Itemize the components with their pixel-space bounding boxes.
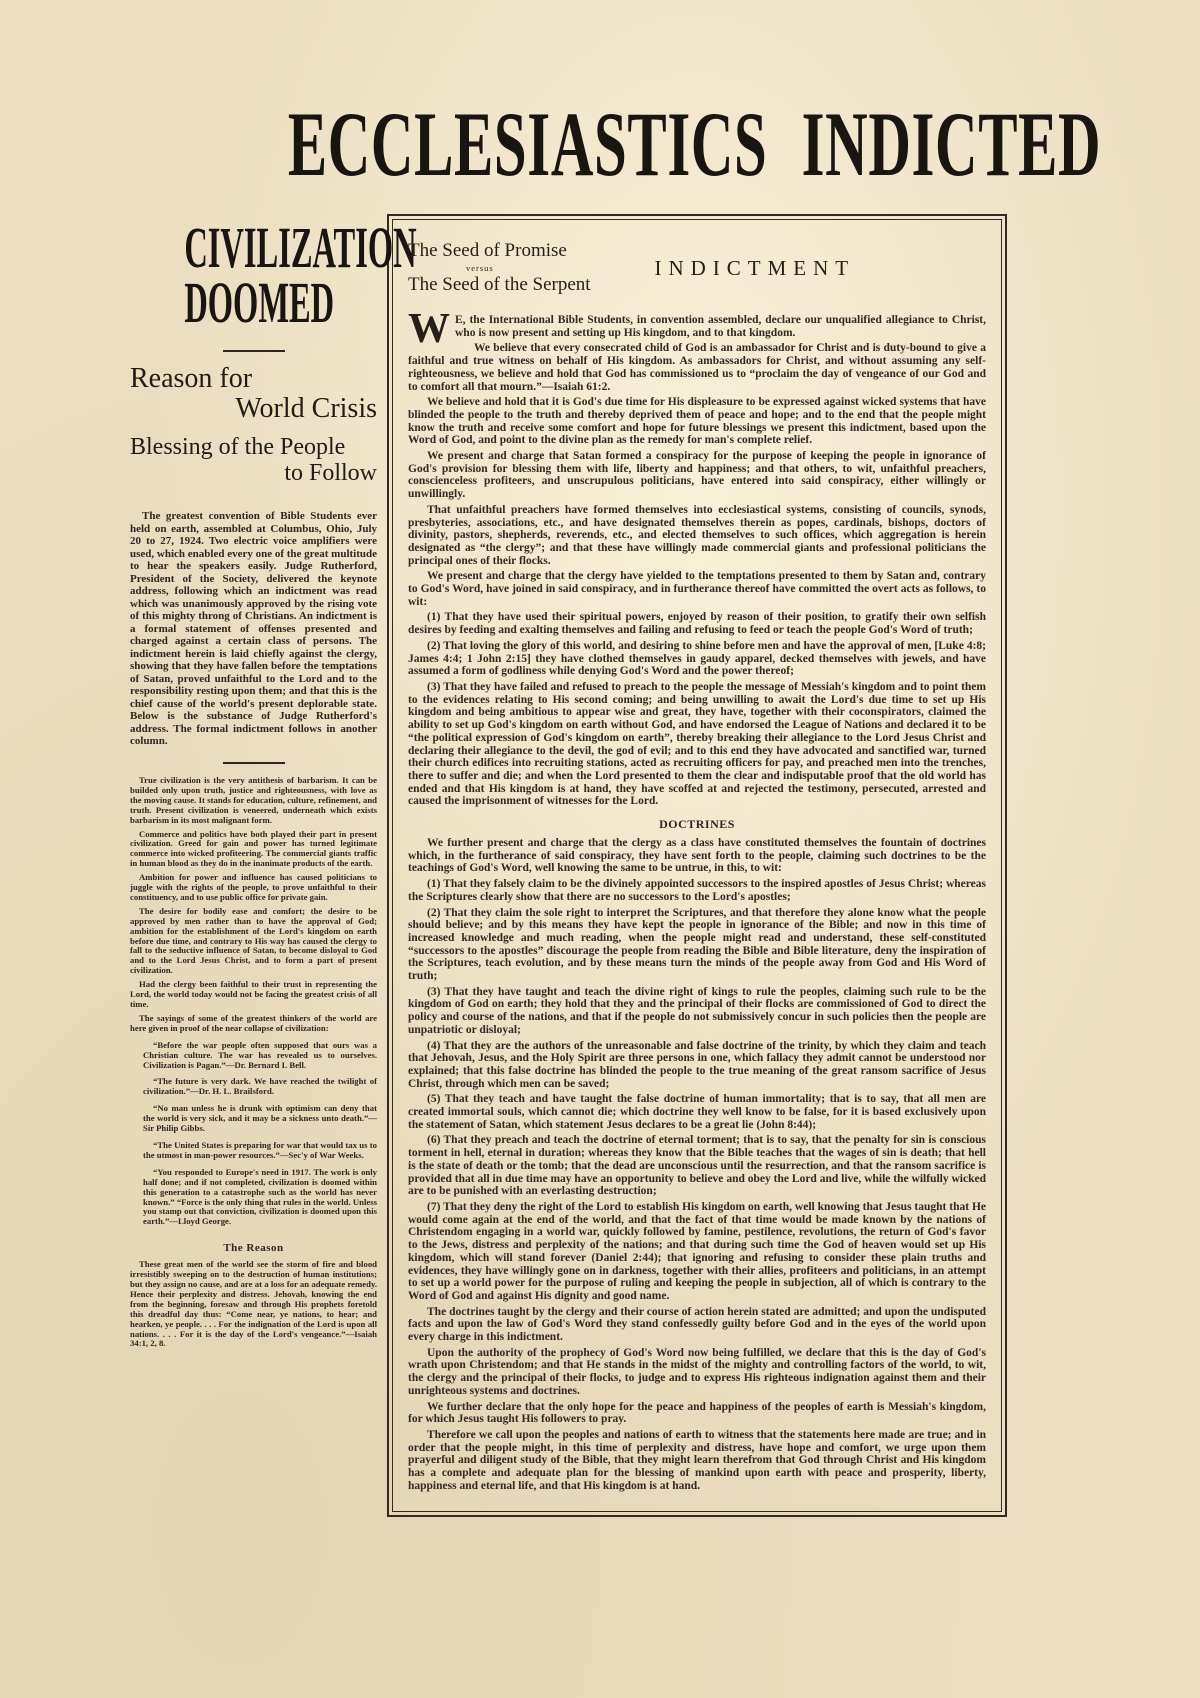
divider-rule <box>223 350 285 352</box>
doctrine-item: (3) That they have taught and teach the divine right of kings to rule the peoples, claiming such rule to be the kingdom of God on earth; they hold that they and the principal of their flocks are commissioned of God to direct the policy and course of the nations, and that if the people do not submissively concur in such policies then the people are unpatriotic or disloyal; <box>408 985 986 1036</box>
drop-cap-w: W <box>408 306 450 352</box>
closing-paragraph: The doctrines taught by the clergy and their course of action herein stated are admitted; and upon the undisputed facts and upon the law of God's Word they stand confessedly guilty before God and in the eyes of the world upon every charge in this indictment. <box>408 1305 986 1344</box>
quote: “No man unless he is drunk with optimism can deny that the world is very sick, and it may be a sickness unto death.”—Sir Philip Gibbs. <box>143 1103 377 1134</box>
doctrine-item: (5) That they teach and have taught the false doctrine of human immortality; that is to say, that all men are created immortal souls, which cannot die; which doctrine they well know to be false, for it is based exclusively upon the statement of Satan, which statement Jesus declares to be a great lie (John 8:44); <box>408 1093 986 1131</box>
subhead-reason-for-world-crisis <box>130 364 377 424</box>
doctrine-item: (1) That they falsely claim to be the divinely appointed successors to the inspired apostles of Jesus Christ; whereas the Scriptures clearly show that there are no successors to the Lord's apostles; <box>408 878 986 903</box>
headline-line-2: DOOMED <box>184 270 335 336</box>
headline-line-1: CIVILIZATION <box>184 215 417 280</box>
left-column <box>130 214 417 1349</box>
the-reason-paragraph: These great men of the world see the storm of fire and blood irresistibly sweeping on to the destruction of human institutions; but they assign no cause, and are at a loss for an adequate remedy. Hence their perplexity and distress. Jehovah, knowing the end from the beginning, foresaw and through His prophets foretold this dreadful day thus: “Come near, ye nations, to hear; and hearken, ye people. . . . For the indignation of the Lord is upon all nations. . . . For it is the day of the Lord's vengeance.”—Isaiah 34:1, 2, 8. <box>130 1259 377 1349</box>
page-title: ECCLESIASTICS INDICTED <box>287 93 1102 195</box>
opening-text: E, the International Bible Students, in convention assembled, declare our unqualified allegiance to Christ, who is now present and setting up His kingdom, and to that kingdom. <box>455 314 986 339</box>
doctrines-intro: We further present and charge that the clergy as a class have constituted themselves the fountain of doctrines which, in the furtherance of said conspiracy, they have sent forth to the people, claiming such doctrines to be the teachings of God's Word, well knowing the same to be untrue, in this, to wit: <box>408 837 986 875</box>
the-reason-heading: The Reason <box>223 1242 284 1255</box>
opening-paragraph <box>408 306 986 352</box>
closing-paragraph: Upon the authority of the prophecy of God's Word now being fulfilled, we declare that this is the day of God's wrath upon Christendom; and that He stands in the midst of the mighty and controlling factors of the world, to wit, the clergy and the principal of their flocks, to judge and to express His righteous indignation against them and their unrighteous systems and doctrines. <box>408 1346 986 1397</box>
subhead-line: to Follow <box>284 459 377 486</box>
closing-paragraph: We further declare that the only hope for the peace and happiness of the peoples of earth is Messiah's kingdom, for which Jesus taught His followers to pray. <box>408 1400 986 1426</box>
left-paragraph: The sayings of some of the greatest thinkers of the world are here given in proof of the near collapse of civilization: <box>130 1012 377 1033</box>
indictment-paragraph: We believe that every consecrated child of God is an ambassador for Christ and is duty-bound to give a faithful and true witness on behalf of His kingdom. As ambassadors for Christ, and without assuming any self-righteousness, we believe and hold that God has commissioned us to “proclaim the day of vengeance of our God and to comfort all that mourn.”—Isaiah 61:2. <box>408 342 986 393</box>
doctrine-item: (6) That they preach and teach the doctrine of eternal torment; that is to say, that the penalty for sin is conscious torment in hell, eternal in duration; whereas they know that the Bible teaches that the wages of sin is death; that hell is the state of death or the tomb; that the dead are unconscious until the resurrection, and that the ransom sacrifice is provided that all in due time may have an opportunity to believe and obey the Lord and live, while the wilfully wicked are to be punished with an everlasting destruction; <box>408 1134 986 1198</box>
indictment-title: INDICTMENT <box>654 256 856 280</box>
indictment-paragraph: We present and charge that the clergy have yielded to the temptations presented to them by Satan and, contrary to God's Word, have joined in said conspiracy, and in furtherance thereof have committed the overt acts as follows, to wit: <box>408 570 986 608</box>
subhead-blessing-of-the-people <box>130 435 377 487</box>
charge-item: (3) That they have failed and refused to preach to the people the message of Messiah's kingdom and to point them to the evidences relating to His second coming; and being unwilling to await the Lord's due time to set up His kingdom and being ambitious to appear wise and great, they have, together with their coconspirators, claimed the ability to set up God's kingdom on earth without God, and have endorsed the League of Nations and declared it to be “the political expression of God's kingdom on earth”, thereby breaking their allegiance to the Lord Jesus Christ and declaring their allegiance to the devil, the god of evil; and to this end they have advocated and sanctified war, turned their church edifices into recruiting stations, acted as recruiting officers for pay, and preached men into the trenches, there to suffer and die; and when the Lord presented to them the clear and indisputable proof that the old world has ended and that His kingdom is at hand, they have scoffed at and rejected the testimony, persecuted, arrested and caused the imprisonment of witnesses for the Lord. <box>408 680 986 808</box>
indictment-paragraph: We believe and hold that it is God's due time for His displeasure to be expressed against wicked systems that have blinded the people to the truth and thereby deprived them of peace and hope; and to the end that the people might know the truth and receive some comfort and hope for future blessings we present this indictment, based upon the Word of God, and point to the divine plan as the remedy for man's complete relief. <box>408 396 986 447</box>
quote: “The United States is preparing for war that would tax us to the utmost in man-power resources.”—Sec'y of War Weeks. <box>143 1139 377 1160</box>
doctrine-item: (4) That they are the authors of the unreasonable and false doctrine of the trinity, by which they claim and teach that Jehovah, Jesus, and the Holy Spirit are three persons in one, which fallacy they admit cannot be understood nor explained; that this false doctrine has blinded the people to the true meaning of the great ransom sacrifice of Jesus Christ, through which men can be saved; <box>408 1039 986 1090</box>
doctrine-item: (7) That they deny the right of the Lord to establish His kingdom on earth, well knowing that Jesus taught that He would come again at the end of the world, and that the fact of that time would be made known by the nations of Christendom engaging in a world war, quickly followed by famine, pestilence, revolutions, the return of God's favor to the Jews, distress and perplexity of the nations; and that during such time the God of heaven would set up His kingdom, which will stand forever (Daniel 2:44); that ignoring and refusing to consider these plain truths and evidences, they have willingly gone on in darkness, together with their allies, profiteers and politicians, in an attempt to set up a world power for the purpose of ruling and keeping the people in subjection, all of which is contrary to the Word of God and against His dignity and good name. <box>408 1201 986 1302</box>
doctrines-heading: DOCTRINES <box>659 817 735 832</box>
left-paragraph: True civilization is the very antithesis of barbarism. It can be builded only upon truth, justice and righteousness, with love as the moving cause. It stands for education, culture, refinement, and truth. Present civilization is veneered, underneath which exists barbarism in its most malignant form. <box>130 774 377 825</box>
left-paragraph: The desire for bodily ease and comfort; the desire to be approved by men rather than to have the approval of God; ambition for the establishment of the Lord's kingdom on earth before due time, and contrary to His way has caused the clergy to fall to the seductive influence of Satan, to become disloyal to God and to the Lord Jesus Christ, and to form a part of present civilization. <box>130 905 377 976</box>
closing-paragraph: Therefore we call upon the peoples and nations of earth to witness that the statements here made are true; and in order that the people might, in this time of perplexity and distress, have hope and comfort, we urge upon them prayerful and diligent study of the Bible, that they might learn therefrom that God through Christ and His kingdom has a complete and adequate plan for the blessing of mankind upon earth with peace and prosperity, liberty, happiness and eternal life, and that His kingdom is at hand. <box>408 1428 986 1492</box>
indictment-box-inner <box>392 219 1002 1512</box>
doctrine-item: (2) That they claim the sole right to interpret the Scriptures, and that therefore they alone know what the people should believe; and by this means they have kept the people in ignorance of the Bible; and now in this time of increased knowledge and much reading, when the people might read and understand, these self-constituted “successors to the apostles” discourage the people from reading the Bible and Bible literature, deny the inspiration of the Scriptures, teach evolution, and by these means turn the minds of the people away from God and His Word of truth; <box>408 906 986 983</box>
broadside-page <box>0 93 1200 1698</box>
subhead-line: Blessing of the People <box>130 433 346 460</box>
quote: “You responded to Europe's need in 1917. The work is only half done; and if not completed, civilization is doomed within this generation to a catastrophe such as the world has never known.” “Force is the only thing that rules in the world. Unless you stamp out that conviction, civilization is doomed upon this earth.”—Lloyd George. <box>143 1166 377 1227</box>
subhead-line: World Crisis <box>235 393 377 425</box>
left-paragraph: Ambition for power and influence has caused politicians to juggle with the rights of the people, to prove unfaithful to their constituency, and to use public office for private gain. <box>130 872 377 902</box>
quote: “The future is very dark. We have reached the twilight of civilization.”—Dr. H. L. Brailsford. <box>143 1076 377 1097</box>
convention-intro-paragraph: The greatest convention of Bible Students ever held on earth, assembled at Columbus, Ohio, July 20 to 27, 1924. Two electric voice amplifiers were used, which enabled every one of the great multitude to hear the speakers easily. Judge Rutherford, President of the Society, delivered the keynote address, following which an indictment was read which was unanimously approved by the rising vote of this mighty throng of Christians. An indictment is a formal statement of offenses presented and charged against a certain class of persons. The indictment herein is laid chiefly against the clergy, showing that they have fallen before the temptations of Satan, proved unfaithful to the Lord and to the responsibility resting upon them; and that this is the chief cause of the world's present deplorable state. Below is the substance of Judge Rutherford's address. The formal indictment follows in another column. <box>130 510 377 748</box>
indictment-paragraph: That unfaithful preachers have formed themselves into ecclesiastical systems, consisting of councils, synods, presbyteries, associations, etc., and have designated themselves therein as popes, cardinals, bishops, doctors of divinity, pastors, shepherds, reverends, etc., and elected themselves to such offices, which aggregation is herein designated as “the clergy”; and that these have willingly made commercial giants and professional politicians the principal ones of their flocks. <box>408 503 986 567</box>
subhead-line: Reason for <box>130 363 253 395</box>
left-paragraph: Had the clergy been faithful to their trust in representing the Lord, the world today would not be facing the greatest crisis of all time. <box>130 979 377 1009</box>
charge-item: (2) That loving the glory of this world, and desiring to shine before men and have the approval of men, [Luke 4:8; James 4:4; 1 John 2:15] they have clothed themselves in gaudy apparel, decked themselves with jewels, and have assumed a form of godliness while denying God's Word and the power thereof; <box>408 639 986 678</box>
content-columns <box>0 214 1200 1517</box>
seed-line-2: The Seed of the Serpent <box>408 273 591 295</box>
divider-rule <box>223 762 285 764</box>
versus-label: versus <box>466 262 494 273</box>
indictment-paragraph: We present and charge that Satan formed a conspiracy for the purpose of keeping the people in ignorance of God's provision for blessing them with life, liberty and happiness; and that others, to wit, unfaithful preachers, conscienceless profiteers, and unscrupulous politicians, have entered into said conspiracy, either willingly or unwillingly. <box>408 450 986 501</box>
seed-line-1: The Seed of Promise <box>408 240 567 261</box>
charge-item: (1) That they have used their spiritual powers, enjoyed by reason of their position, to gratify their own selfish desires by feeding and exalting themselves and failing and refusing to feed or teach the people God's Word of truth; <box>408 611 986 637</box>
civilization-doomed-headline <box>184 215 417 336</box>
thinkers-quotes <box>130 1041 377 1228</box>
indictment-box <box>387 214 1007 1517</box>
quote: “Before the war people often supposed that ours was a Christian culture. The war has revealed us to ourselves. Civilization is Pagan.”—Dr. Bernard I. Bell. <box>143 1039 377 1070</box>
left-paragraph: Commerce and politics have both played their part in present civilization. Greed for gain and power has turned legitimate commerce into wicked profiteering. The commercial giants traffic in human blood as they do in the inanimate products of the earth. <box>130 828 377 869</box>
indictment-header <box>408 240 986 302</box>
